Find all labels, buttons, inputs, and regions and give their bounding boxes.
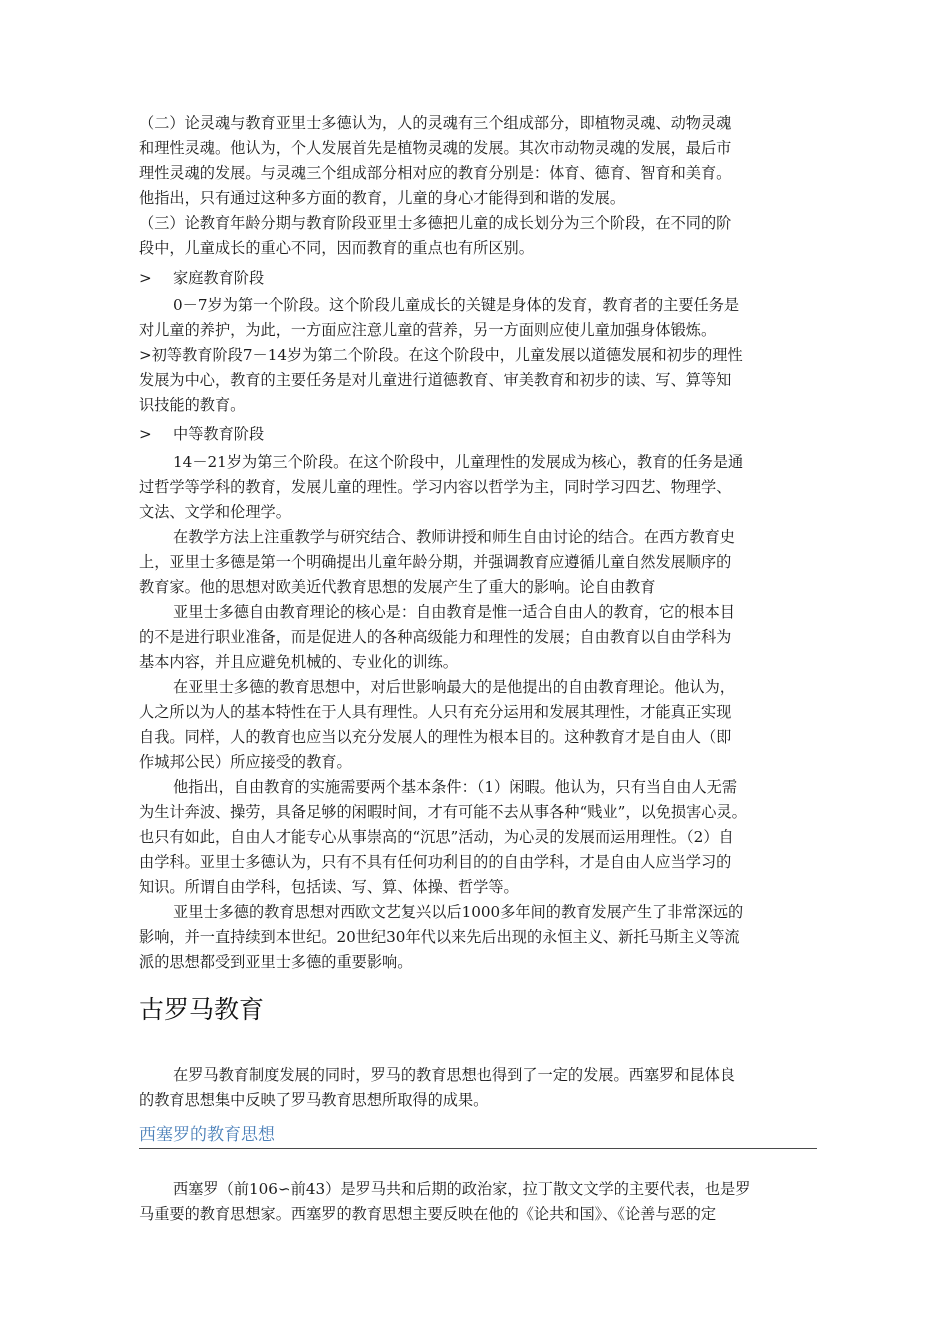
paragraph-soul-and-education	[139, 111, 817, 261]
section-heading: 古罗马教育	[139, 995, 265, 1024]
text-line: （三）论教育年龄分期与教育阶段亚里士多德把儿童的成长划分为三个阶段，在不同的阶	[139, 214, 732, 232]
text-line: 在罗马教育制度发展的同时，罗马的教育思想也得到了一定的发展。西塞罗和昆体良	[173, 1066, 735, 1084]
text-line: 知识。所谓自由学科，包括读、写、算、体操、哲学等。	[139, 878, 519, 896]
text-line: 14－21岁为第三个阶段。在这个阶段中，儿童理性的发展成为核心，教育的任务是通	[173, 453, 744, 471]
text-line: 他指出，自由教育的实施需要两个基本条件：（1）闲暇。他认为，只有当自由人无需	[173, 778, 738, 796]
text-line: 他指出，只有通过这种多方面的教育，儿童的身心才能得到和谐的发展。	[139, 189, 625, 207]
text-line: 理性灵魂的发展。与灵魂三个组成部分相对应的教育分别是：体育、德育、智育和美育。	[139, 164, 732, 182]
text-line: 自我。同样，人的教育也应当以充分发展人的理性为根本目的。这种教育才是自由人（即	[139, 728, 732, 746]
text-line: 的教育思想集中反映了罗马教育思想所取得的成果。	[139, 1091, 489, 1109]
text-line: 识技能的教育。	[139, 396, 246, 414]
paragraph-liberal-education	[139, 450, 817, 975]
text-line: 也只有如此，自由人才能专心从事崇高的“沉思”活动，为心灵的发展而运用理性。（2）自	[139, 828, 734, 846]
text-line: 马重要的教育思想家。西塞罗的教育思想主要反映在他的《论共和国》、《论善与恶的定	[139, 1205, 717, 1223]
text-line: 教育家。他的思想对欧美近代教育思想的发展产生了重大的影响。论自由教育	[139, 578, 656, 596]
text-line: 的不是进行职业准备，而是促进人的各种高级能力和理性的发展；自由教育以自由学科为	[139, 628, 732, 646]
bullet-text: 家庭教育阶段	[173, 269, 265, 287]
text-line: 过哲学等学科的教育，发展儿童的理性。学习内容以哲学为主，同时学习四艺、物理学、	[139, 478, 732, 496]
text-line: 影响，并一直持续到本世纪。20世纪30年代以来先后出现的永恒主义、新托马斯主义等流	[139, 928, 740, 946]
text-line: 在亚里士多德的教育思想中，对后世影响最大的是他提出的自由教育理论。他认为，	[173, 678, 735, 696]
text-line: 和理性灵魂。他认为，个人发展首先是植物灵魂的发展。其次市动物灵魂的发展，最后市	[139, 139, 732, 157]
bullet-marker: >	[139, 425, 152, 443]
text-line: 在教学方法上注重教学与研究结合、教师讲授和师生自由讨论的结合。在西方教育史	[173, 528, 735, 546]
text-line: 由学科。亚里士多德认为，只有不具有任何功利目的的自由学科，才是自由人应当学习的	[139, 853, 732, 871]
bullet-marker: >	[139, 269, 152, 287]
subsection-heading: 西塞罗的教育思想	[139, 1122, 817, 1149]
text-line: 对儿童的养护，为此，一方面应注意儿童的营养，另一方面则应使儿童加强身体锻炼。	[139, 321, 717, 339]
text-line: 为生计奔波、操劳，具备足够的闲暇时间，才有可能不去从事各种“贱业”，以免损害心灵。	[139, 803, 747, 821]
bullet-family-education	[139, 266, 817, 291]
text-line: 作城邦公民）所应接受的教育。	[139, 753, 352, 771]
text-line: 文法、文学和伦理学。	[139, 503, 291, 521]
text-line: 0－7岁为第一个阶段。这个阶段儿童成长的关键是身体的发育，教育者的主要任务是	[173, 296, 740, 314]
paragraph-first-stages	[139, 293, 817, 418]
text-line: 基本内容，并且应避免机械的、专业化的训练。	[139, 653, 458, 671]
bullet-secondary-education	[139, 422, 817, 447]
text-line: 亚里士多德的教育思想对西欧文艺复兴以后1000多年间的教育发展产生了非常深远的	[173, 903, 744, 921]
text-line: 发展为中心，教育的主要任务是对儿童进行道德教育、审美教育和初步的读、写、算等知	[139, 371, 732, 389]
text-line: 亚里士多德自由教育理论的核心是：自由教育是惟一适合自由人的教育，它的根本目	[173, 603, 735, 621]
bullet-text: 中等教育阶段	[173, 425, 265, 443]
text-line: 段中，儿童成长的重心不同，因而教育的重点也有所区别。	[139, 239, 534, 257]
text-line: 派的思想都受到亚里士多德的重要影响。	[139, 953, 413, 971]
text-line: 西塞罗（前106∽前43）是罗马共和后期的政治家，拉丁散文文学的主要代表，也是罗	[173, 1180, 751, 1198]
text-line: 上，亚里士多德是第一个明确提出儿童年龄分期，并强调教育应遵循儿童自然发展顺序的	[139, 553, 732, 571]
paragraph-roman-education	[139, 1063, 817, 1113]
text-line: 人之所以为人的基本特性在于人具有理性。人只有充分运用和发展其理性，才能真正实现	[139, 703, 732, 721]
text-line: （二）论灵魂与教育亚里士多德认为，人的灵魂有三个组成部分，即植物灵魂、动物灵魂	[139, 114, 732, 132]
paragraph-cicero	[139, 1177, 817, 1227]
text-line: >初等教育阶段7－14岁为第二个阶段。在这个阶段中，儿童发展以道德发展和初步的理性	[139, 346, 743, 364]
